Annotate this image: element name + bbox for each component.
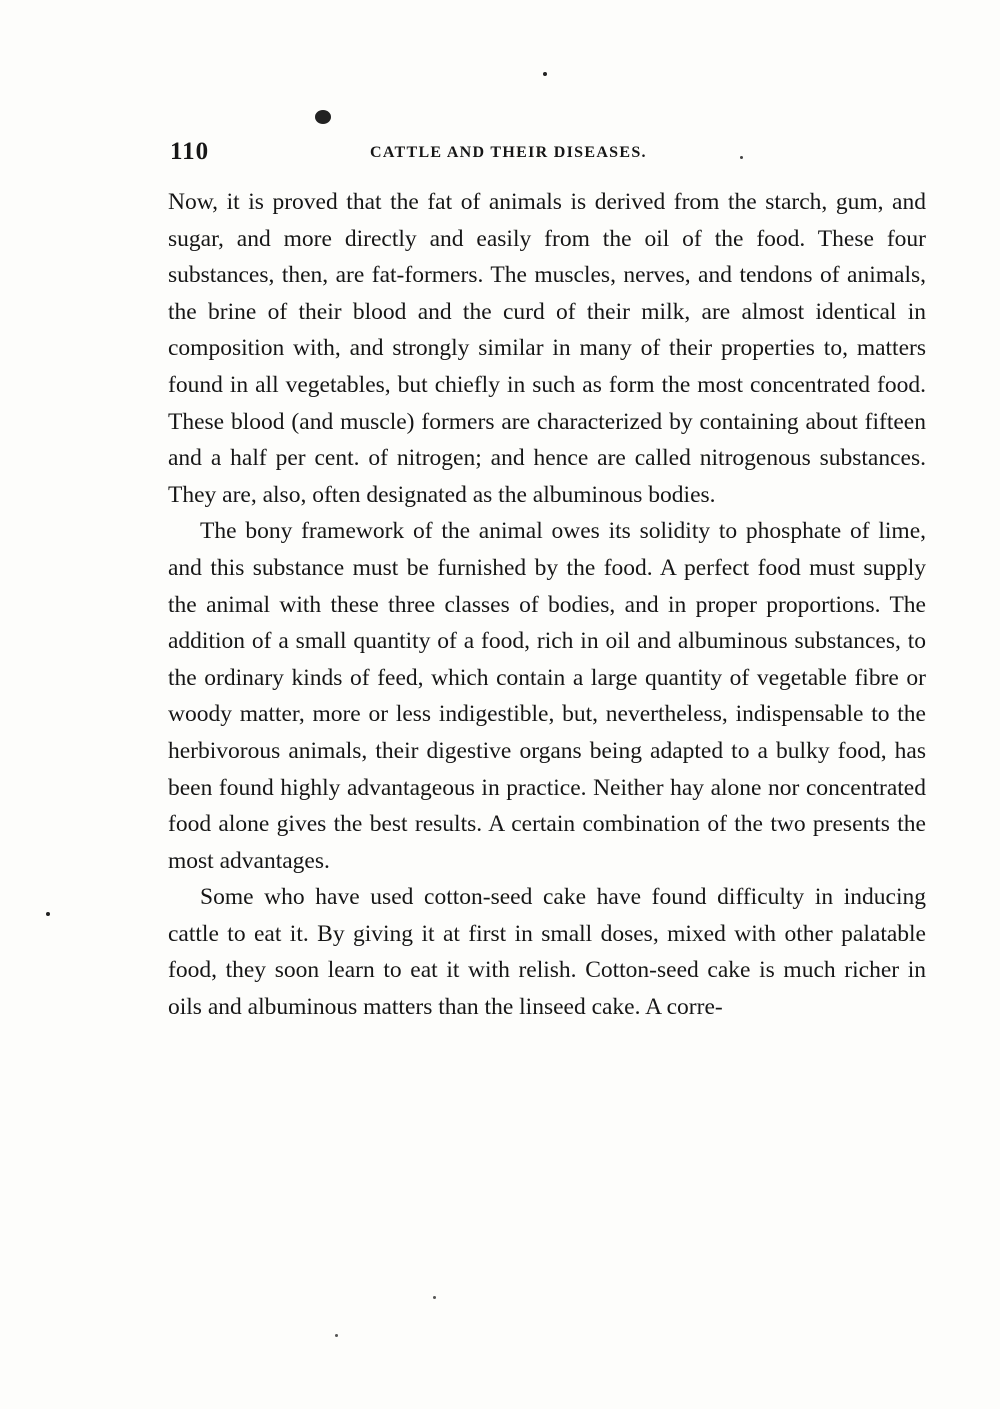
page-number: 110 xyxy=(170,138,210,165)
running-title: CATTLE AND THEIR DISEASES. xyxy=(370,144,647,161)
body-text xyxy=(168,184,926,1026)
paragraph-cotton-seed-cake: Some who have used cotton-seed cake have found difficulty in inducing cattle to eat it. By giving it at first in small doses, mixed with other palatable food, they soon learn to eat it with relish. Cotton-seed cake is much richer in oils and albuminous matters than the linseed cake. A corre- xyxy=(168,884,926,1021)
ink-speck xyxy=(543,72,547,76)
ink-speck xyxy=(433,1296,436,1299)
ink-speck xyxy=(46,912,50,916)
ink-blot xyxy=(315,110,331,124)
paragraph-fat-formers: Now, it is proved that the fat of animals is derived from the starch, gum, and sugar, and more directly and easily from the oil of the food. These four substances, then, are fat-formers. The muscles, nerves, and tendons of animals, the brine of their blood and the curd of their milk, are almost identical in composition with, and strongly similar in many of their properties to, matters found in all vegetables, but chiefly in such as form the most concentrated food. These blood (and muscle) formers are characterized by containing about fifteen and a half per cent. of nitrogen; and hence are called nitrogenous substances. They are, also, often designated as the albuminous bodies. xyxy=(168,189,926,508)
paragraph-bony-framework: The bony framework of the animal owes its solidity to phosphate of lime, and this substance must be furnished by the food. A perfect food must supply the animal with these three classes of bodies, and in proper proportions. The addition of a small quantity of a food, rich in oil and albuminous substances, to the ordinary kinds of feed, which contain a large quantity of vegetable fibre or woody matter, more or less indigestible, but, nevertheless, indispensable to the herbivorous animals, their digestive organs being adapted to a bulky food, has been found highly advantageous in practice. Neither hay alone nor concentrated food alone gives the best results. A certain combination of the two presents the most advantages. xyxy=(168,518,926,874)
page-header xyxy=(168,138,926,174)
ink-speck xyxy=(335,1334,338,1337)
